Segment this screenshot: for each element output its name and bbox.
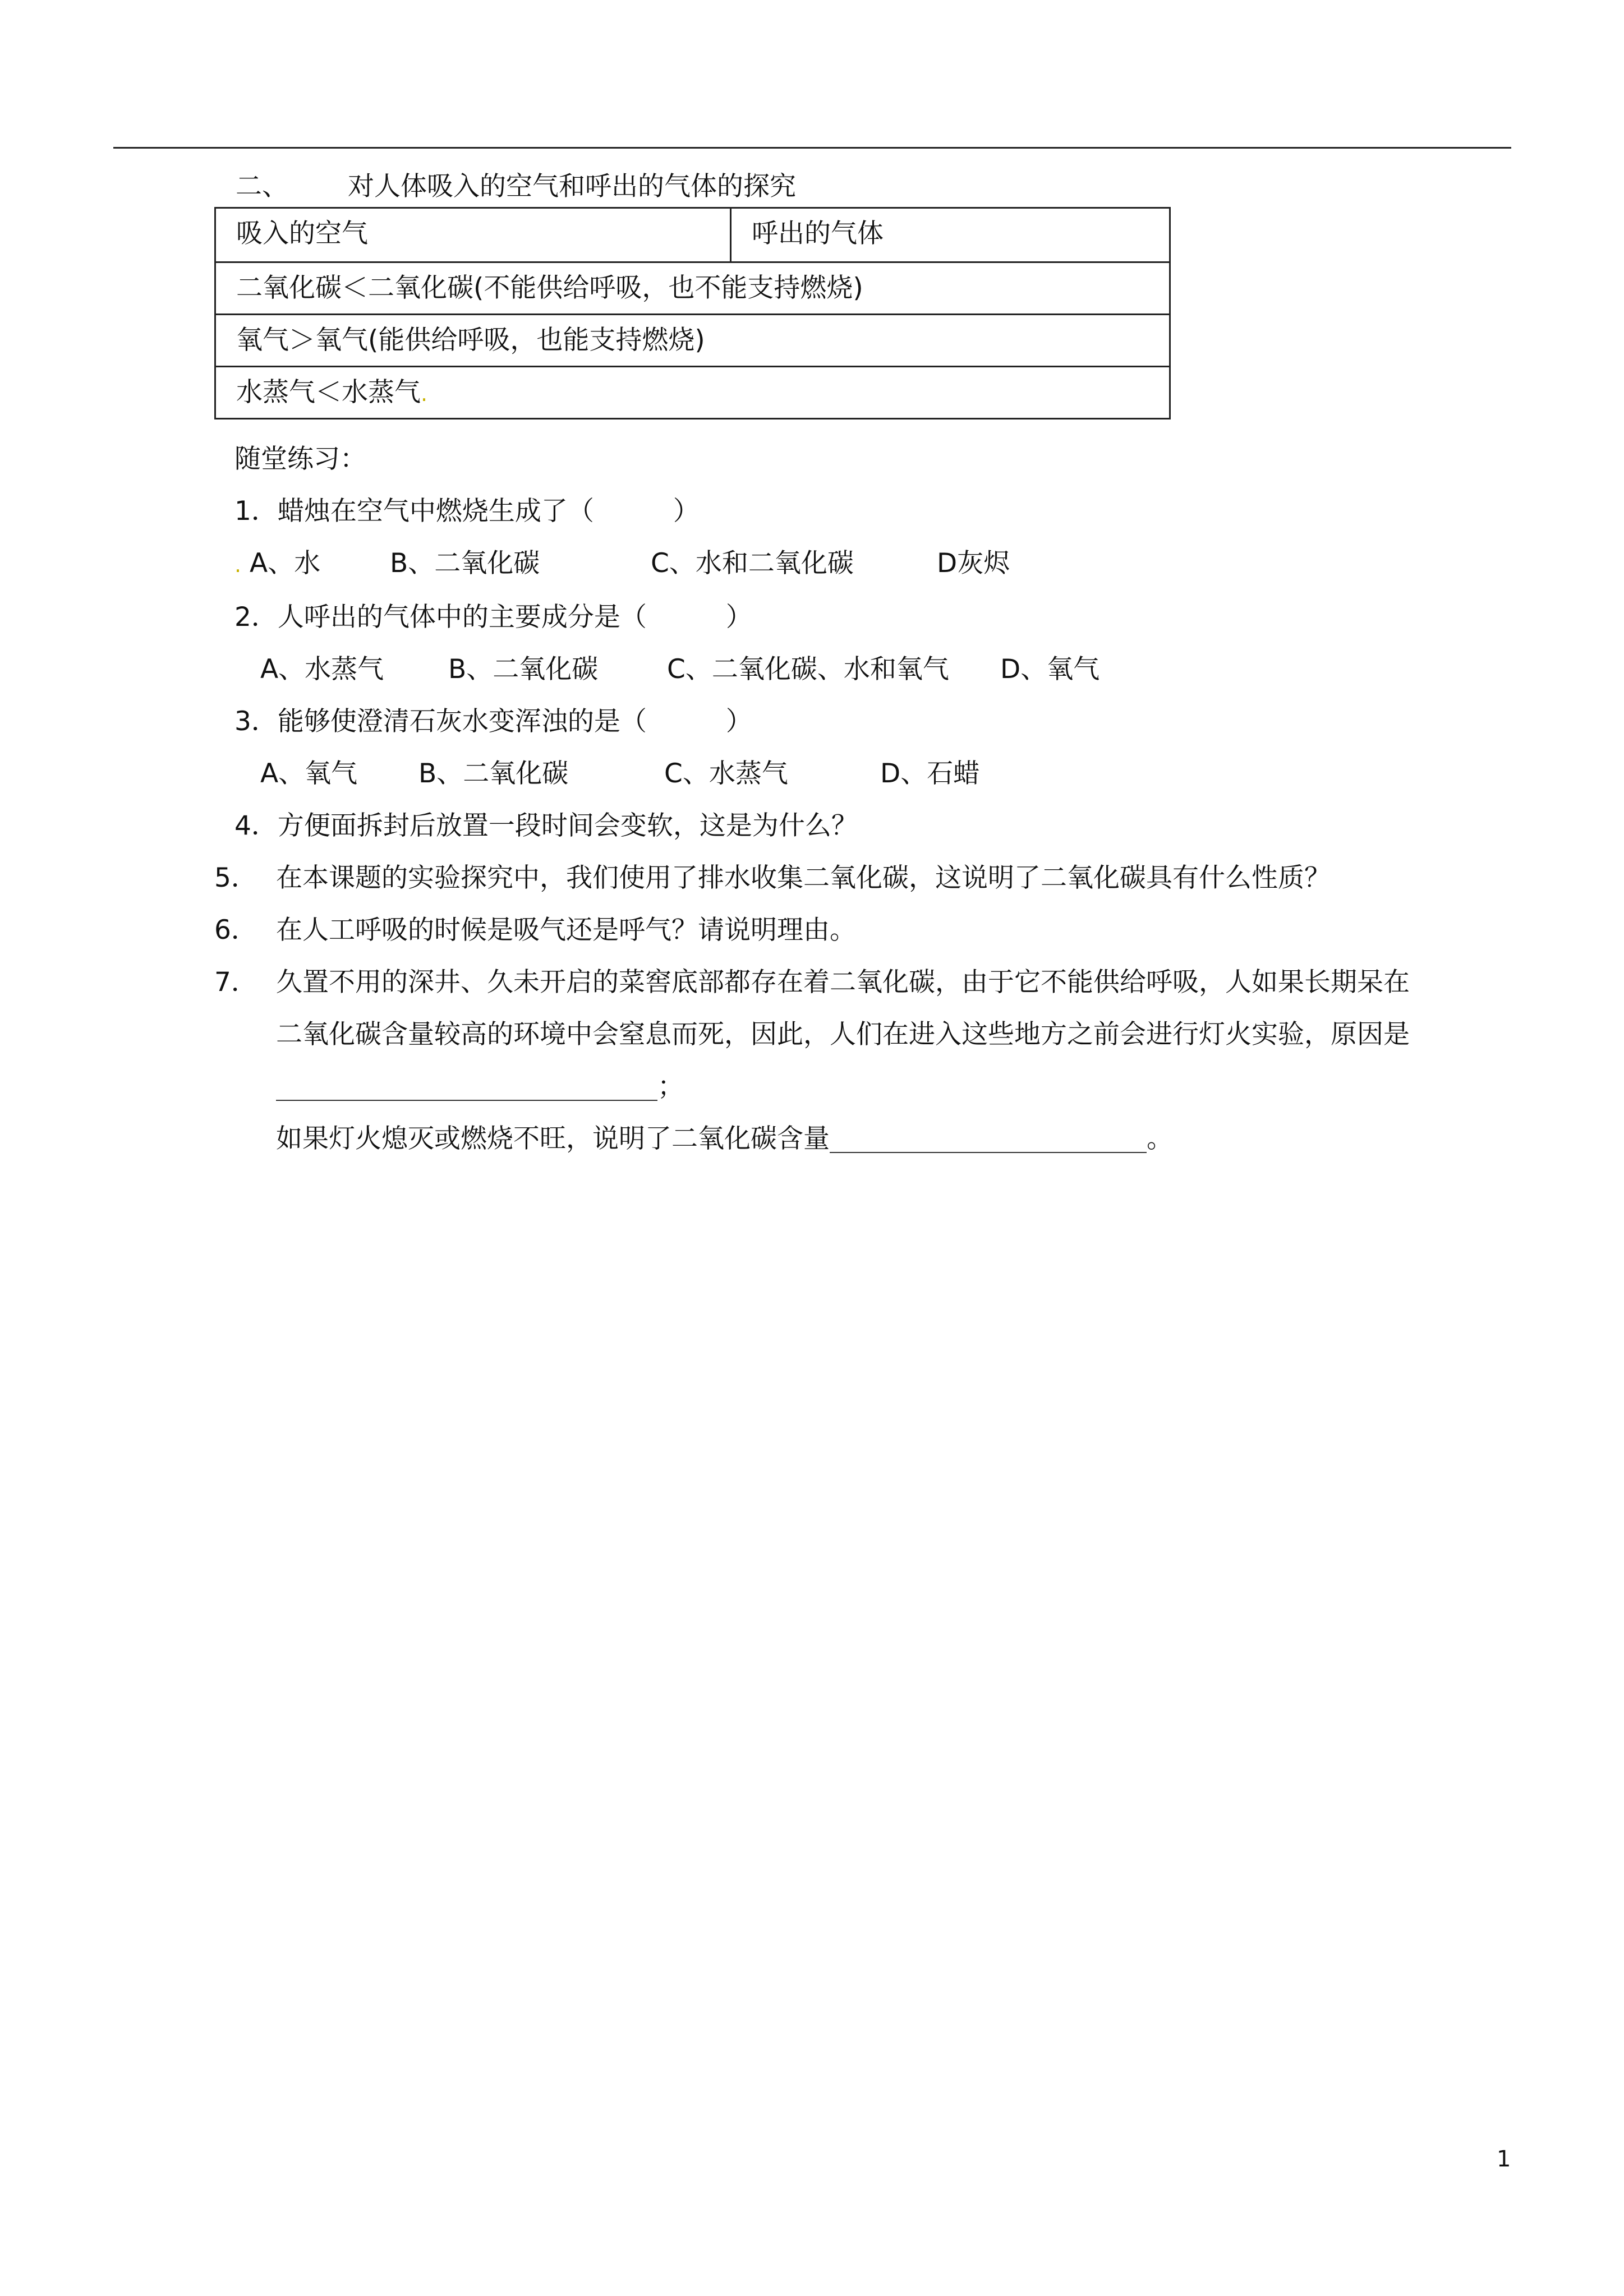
- option-d: D、石蜡: [880, 758, 980, 789]
- question-7-line-4-end: 。: [1147, 1123, 1173, 1154]
- header-rule: [113, 147, 1511, 149]
- question-5-text: 在本课题的实验探究中，我们使用了排水收集二氧化碳，这说明了二氧化碳具有什么性质？: [276, 863, 1331, 893]
- question-3: 3．能够使澄清石灰水变浑浊的是（ ）: [234, 706, 752, 737]
- comparison-table: [214, 207, 1171, 419]
- question-6-number: 6．: [214, 915, 257, 946]
- section-heading: [236, 168, 796, 205]
- question-7-line-4: [214, 1113, 1561, 1165]
- table-cell-oxygen: 氧气＞氧气(能供给呼吸，也能支持燃烧): [236, 325, 705, 356]
- question-7-number: 7．: [214, 967, 257, 998]
- option-c: C、水蒸气: [664, 758, 788, 789]
- question-3-options: [214, 748, 1561, 800]
- option-a: A、氧气: [260, 758, 358, 789]
- answer-blank-co2-content[interactable]: [830, 1125, 1147, 1153]
- option-b: B、二氧化碳: [418, 758, 569, 789]
- option-b: B、二氧化碳: [448, 654, 599, 685]
- question-4: 4．方便面拆封后放置一段时间会变软，这是为什么？: [234, 810, 858, 841]
- table-cell-co2: 二氧化碳＜二氧化碳(不能供给呼吸，也不能支持燃烧): [236, 273, 863, 303]
- table-row: [216, 366, 1169, 418]
- option-b: B、二氧化碳: [390, 548, 540, 579]
- question-6: [214, 904, 1561, 956]
- question-1: 1．蜡烛在空气中燃烧生成了（ ）: [234, 496, 700, 527]
- option-d: D、氧气: [1000, 654, 1100, 685]
- question-7-line-2: 二氧化碳含量较高的环境中会窒息而死，因此，人们在进入这些地方之前会进行灯火实验，原因是: [276, 1019, 1410, 1050]
- table-row: [216, 313, 1169, 366]
- question-5-number: 5．: [214, 863, 257, 893]
- table-header-inhaled: 吸入的空气: [216, 209, 732, 261]
- question-7-line-4-text: 如果灯火熄灭或燃烧不旺，说明了二氧化碳含量: [276, 1123, 830, 1154]
- edit-mark: .: [234, 552, 242, 577]
- question-7-line-1: 久置不用的深井、久未开启的菜窖底部都存在着二氧化碳，由于它不能供给呼吸，人如果长期呆在: [276, 967, 1410, 998]
- section-number: 二、: [236, 171, 288, 202]
- section-title: 对人体吸入的空气和呼出的气体的探究: [348, 171, 796, 202]
- water-vapor-text: 水蒸气＜水蒸气: [236, 377, 421, 408]
- table-header-exhaled: 呼出的气体: [752, 218, 884, 249]
- table-header-row: [216, 209, 1169, 261]
- question-2-options: [214, 643, 1561, 695]
- question-7: [214, 956, 1561, 1008]
- option-a: A、水: [250, 548, 321, 579]
- edit-mark: .: [421, 381, 428, 406]
- option-a: A、水蒸气: [260, 654, 384, 685]
- option-d: D灰烬: [937, 548, 1010, 579]
- page-number: 1: [1497, 2146, 1511, 2172]
- question-7-line-3-end: ；: [657, 1071, 684, 1102]
- practice-section: [214, 433, 1561, 1165]
- table-row: [216, 261, 1169, 313]
- question-1-options: [214, 537, 1561, 591]
- answer-blank-reason[interactable]: [276, 1073, 657, 1101]
- table-cell-water-vapor: [216, 367, 427, 418]
- question-2: 2．人呼出的气体中的主要成分是（ ）: [234, 602, 752, 633]
- question-6-text: 在人工呼吸的时候是吸气还是呼气？请说明理由。: [276, 915, 856, 946]
- question-7-line-3: [214, 1061, 1561, 1113]
- practice-title: 随堂练习：: [234, 444, 366, 474]
- question-5: [214, 852, 1561, 904]
- option-c: C、水和二氧化碳: [651, 548, 854, 579]
- option-c: C、二氧化碳、水和氧气: [667, 654, 949, 685]
